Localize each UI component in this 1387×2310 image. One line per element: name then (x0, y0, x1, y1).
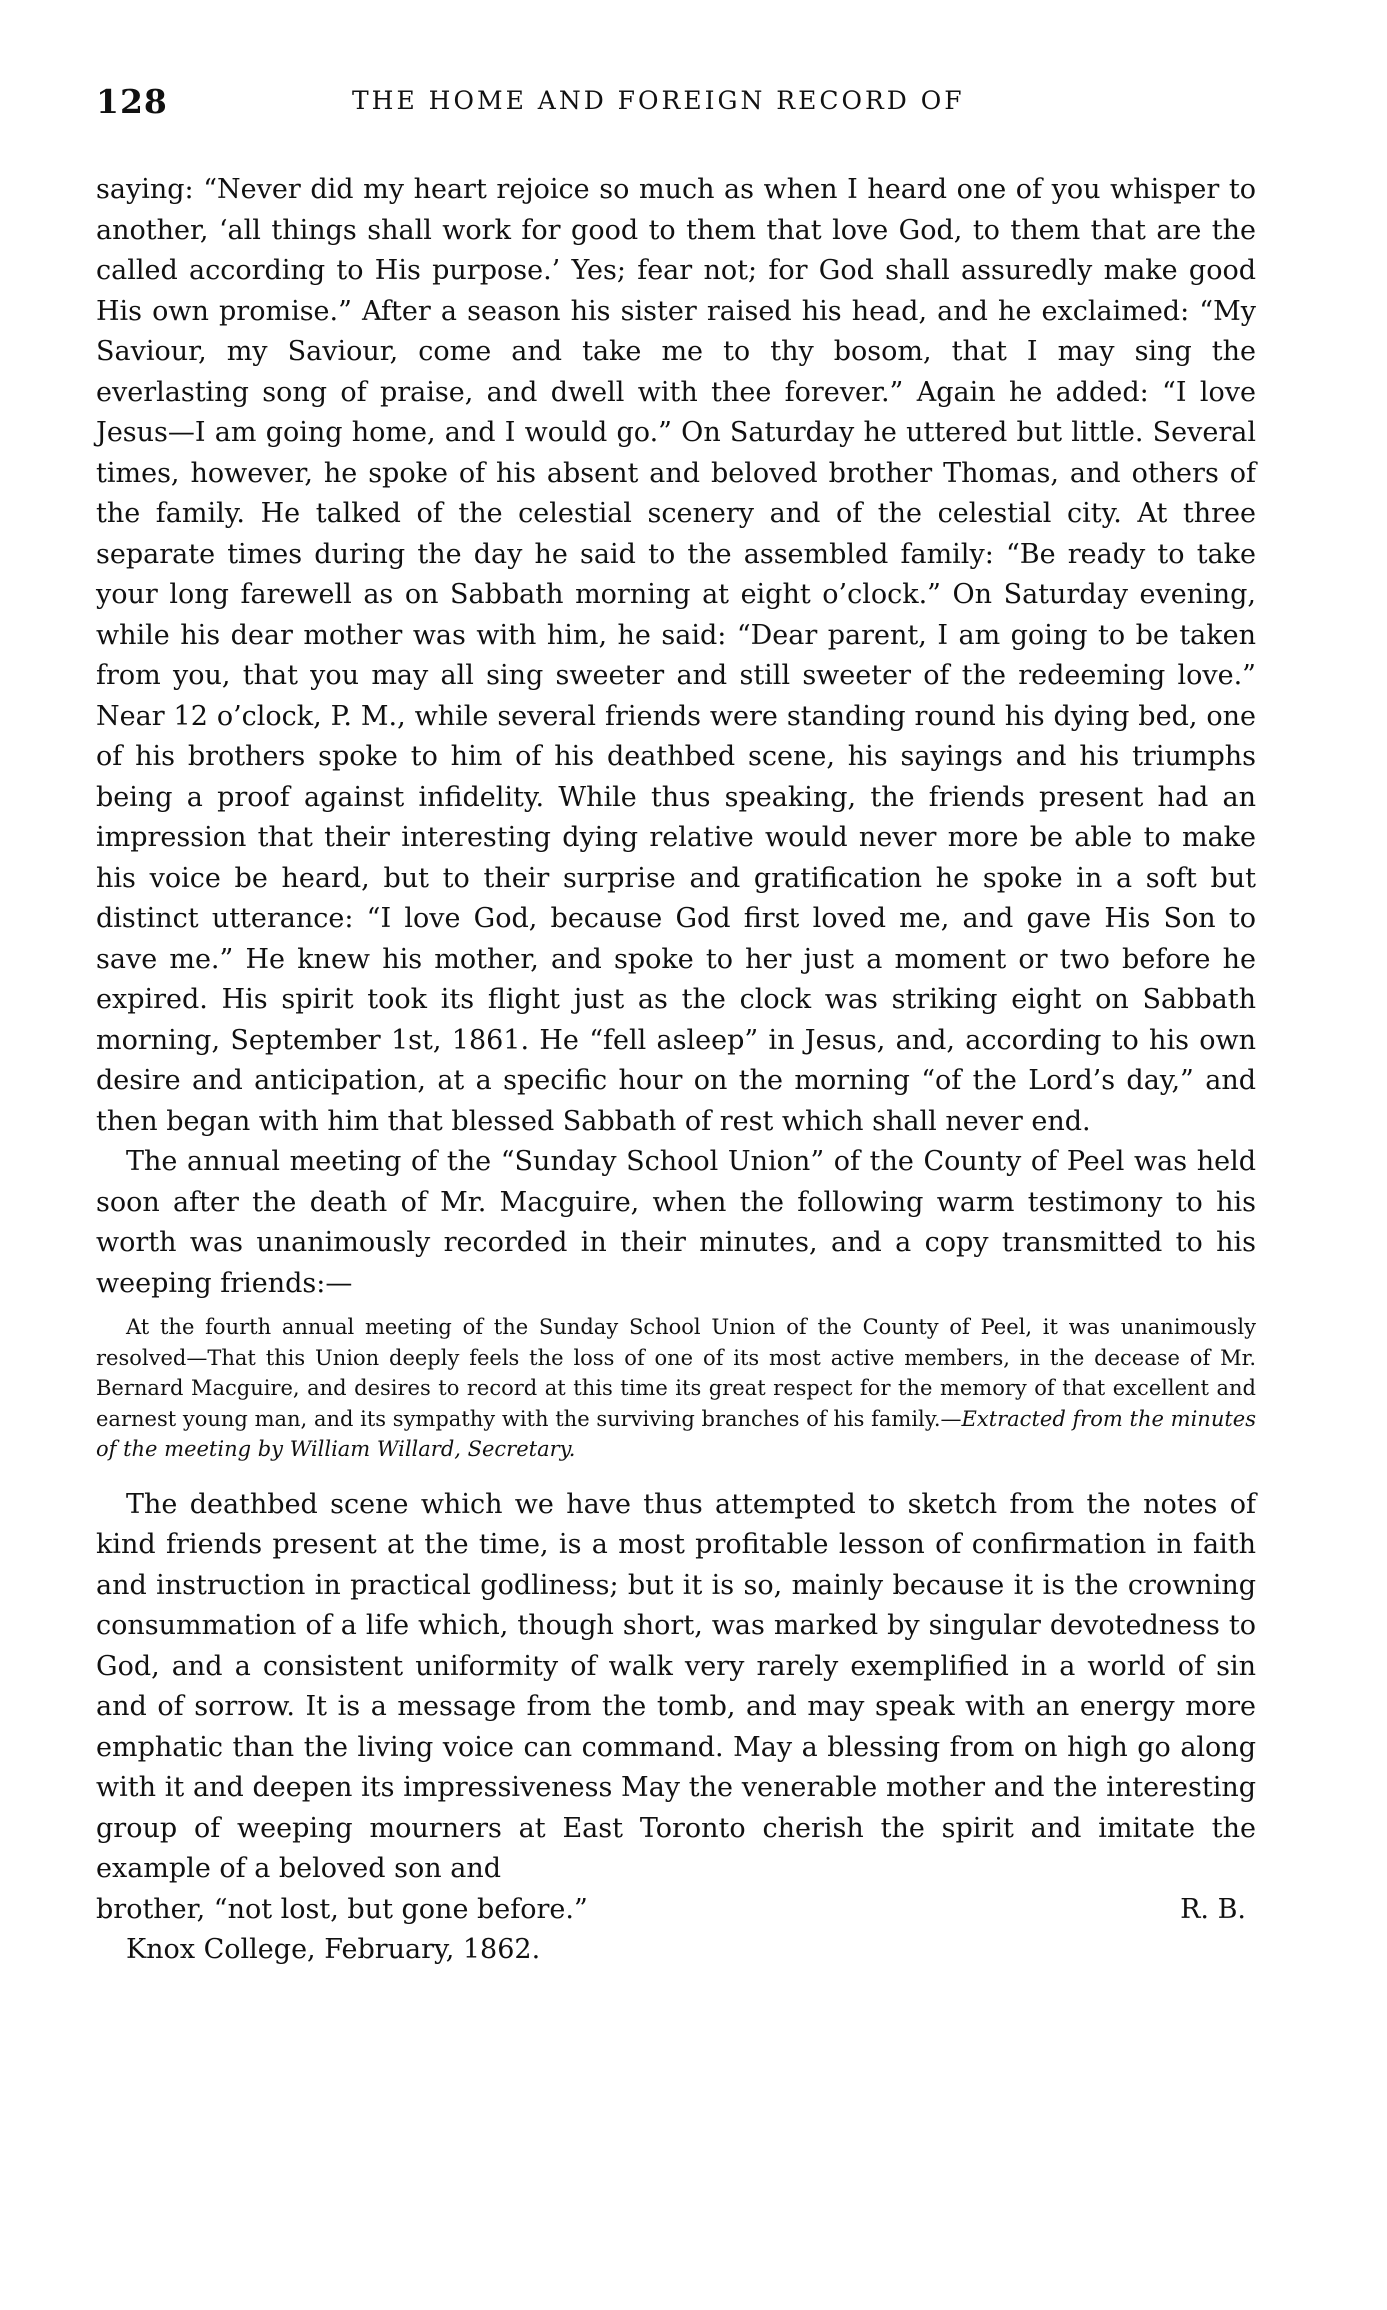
document-page (96, 80, 1256, 1971)
paragraph-reflection: The deathbed scene which we have thus attempted to sketch from the notes of kind friends present at the time, is a most profitable lesson of confirmation in faith and instruction in practical godliness; but it is so, mainly because it is the crowning consummation of a life which, though short, was marked by singular devotedness to God, and a consistent uniformity of walk very rarely exemplified in a world of sin and of sorrow. It is a message from the tomb, and may speak with an energy more emphatic than the living voice can command. May a blessing from on high go along with it and deepen its impressiveness May the venerable mother and the interesting group of weeping mourners at East Toronto cherish the spirit and imitate the example of a beloved son and (96, 1488, 1256, 1884)
author-initials: R. B. (1180, 1893, 1246, 1925)
quoted-resolution (96, 1312, 1256, 1465)
paragraph-deathbed-account: saying: “Never did my heart rejoice so much as when I heard one of you whisper to another, ‘all things shall work for good to them that love God, to them that are the called according to His purpose.’ Yes; fear not; for God shall assuredly make good His own promise.” After a season his sister raised his head, and he exclaimed: “My Saviour, my Saviour, come and take me to thy bosom, that I may sing the everlasting song of praise, and dwell with thee forever.” Again he added: “I love Jesus—I am going home, and I would go.” On Saturday he uttered but little. Several times, however, he spoke of his absent and beloved brother Thomas, and others of the family. He talked of the celestial scenery and of the celestial city. At three separate times during the day he said to the assembled family: “Be ready to take your long farewell as on Sabbath morning at eight o’clock.” On Saturday evening, while his dear mother was with him, he said: “Dear parent, I am going to be taken from you, that you may all sing sweeter and still sweeter of the redeeming love.” Near 12 o’clock, P. M., while several friends were standing round his dying bed, one of his brothers spoke to him of his deathbed scene, his sayings and his triumphs being a proof against infidelity. While thus speaking, the friends present had an impression that their interesting dying relative would never more be able to make his voice be heard, but to their surprise and gratification he spoke in a soft but distinct utterance: “I love God, because God first loved me, and gave His Son to save me.” He knew his mother, and spoke to her just a moment or two before he expired. His spirit took its flight just as the clock was striking eight on Sabbath morning, September 1st, 1861. He “fell asleep” in Jesus, and, according to his own desire and anticipation, at a specific hour on the morning “of the Lord’s day,” and then began with him that blessed Sabbath of rest which shall never end. (96, 174, 1256, 1137)
dateline: Knox College, February, 1862. (126, 1934, 541, 1965)
page-number: 128 (96, 82, 168, 121)
page-header (96, 80, 1256, 128)
closing-line (96, 1890, 1256, 1931)
resolution-text: At the fourth annual meeting of the Sunday School Union of the County of Peel, it was unanimously resolved—That this Union deeply feels the loss of one of its most active members, in the decease of Mr. Bernard Macguire, and desires to record at this time its great respect for the memory of that excellent and earnest young man, and its sympathy with the surviving branches of his family.— (96, 1315, 1256, 1431)
paragraph-sunday-school-union: The annual meeting of the “Sunday School Union” of the County of Peel was held soon after the death of Mr. Macguire, when the following warm testimony to his worth was unanimously recorded in their minutes, and a copy transmitted to his weeping friends:— (96, 1146, 1256, 1299)
running-head: THE HOME AND FOREIGN RECORD OF (352, 86, 965, 115)
closing-quote-line: brother, “not lost, but gone before.” (96, 1893, 588, 1925)
resolution-attribution: Extracted from the minutes of the meeting by William Willard, Secretary. (96, 1406, 1256, 1461)
